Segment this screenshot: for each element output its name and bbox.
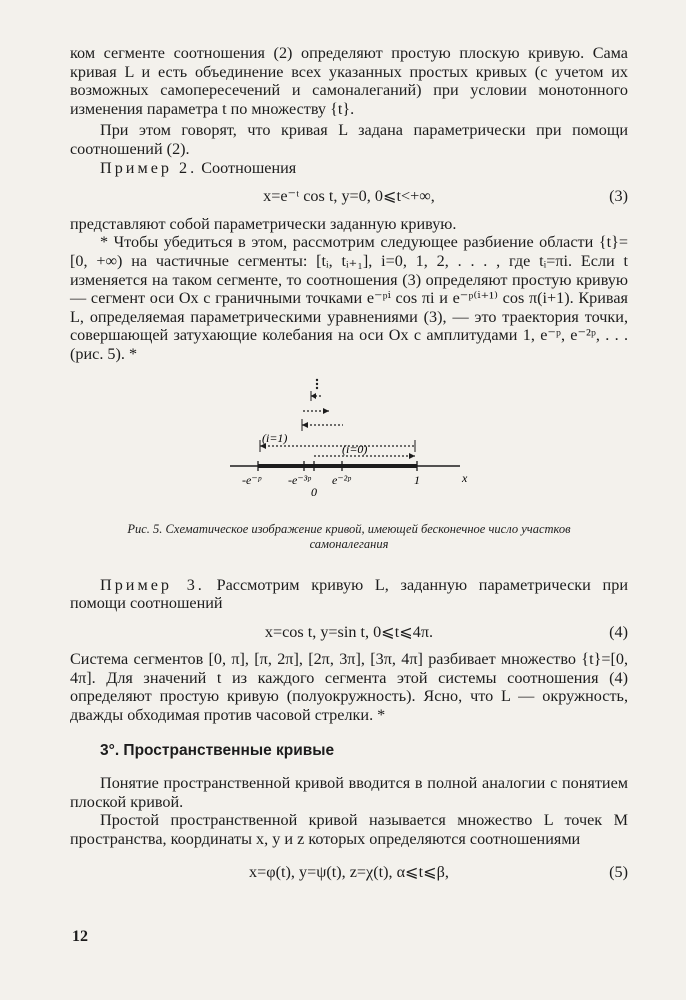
equation-3-number: (3) xyxy=(609,187,628,206)
equation-5-number: (5) xyxy=(609,862,628,881)
paragraph-2: При этом говорят, что кривая L задана параметрически при помощи соотношений (2). xyxy=(70,121,628,158)
equation-3 xyxy=(70,187,628,206)
example-2-label: Пример 2. xyxy=(100,158,198,177)
example-3-intro xyxy=(70,576,628,613)
section-title: 3°. Пространственные кривые xyxy=(100,741,335,759)
paragraph-7: Простой пространственной кривой называется множество L точек M пространства, координаты x, y и z которых определяются соотношениями xyxy=(70,811,628,849)
example-3-label: Пример 3. xyxy=(100,575,205,594)
label-i0: (i=0) xyxy=(342,441,368,456)
equation-5 xyxy=(70,863,628,882)
paragraph-4: * Чтобы убедиться в этом, рассмотрим следующее разбиение области {t}=[0, +∞) на частичные сегменты: [tᵢ, tᵢ₊₁], i=0, 1, 2, . . . , где tᵢ=πi. Если t изменяется на таком сегменте, то соотношения (3) определяют простую кривую — сегмент оси Ox с граничными точками e⁻ᵖⁱ cos πi и e⁻ᵖ⁽ⁱ⁺¹⁾ cos π(i+1). Кривая L, определяемая параметрическими уравнениями (3), — это траектория точки, совершающей затухающие колебания на оси Ox с амплитудами 1, e⁻ᵖ, e⁻²ᵖ, . . . (рис. 5). * xyxy=(70,233,628,363)
example-3-text: Рассмотрим кривую L, заданную параметрически при помощи соотношений xyxy=(70,575,628,613)
equation-4-body: x=cos t, y=sin t, 0⩽t⩽4π. xyxy=(264,622,434,641)
example-2-intro xyxy=(70,159,628,178)
figure-5-diagram xyxy=(70,378,628,520)
label-e-2pi: e⁻²ᵖ xyxy=(332,472,351,487)
paragraph-1: ком сегменте соотношения (2) определяют простую плоскую кривую. Сама кривая L и есть объединение всех указанных простых кривых (с учетом их возможных самопересечений и самоналеганий) при условии монотонного изменения параметра t по множеству {t}. xyxy=(70,44,628,118)
label-x-axis: x xyxy=(462,470,468,485)
label-neg-e-pi: -e⁻ᵖ xyxy=(242,472,262,487)
label-i1: (i=1) xyxy=(262,430,288,445)
label-one: 1 xyxy=(414,472,420,487)
figure-5 xyxy=(70,378,628,520)
equation-4-number: (4) xyxy=(609,622,628,641)
paragraph-5: Система сегментов [0, π], [π, 2π], [2π, 3π], [3π, 4π] разбивает множество {t}=[0, 4π]. Для значений t из каждого сегмента этой системы соотношения (4) определяют простую кривую (полуокружность). Ясно, что L — окружность, дважды обходимая против часовой стрелки. * xyxy=(70,650,628,725)
label-zero: 0 xyxy=(311,484,317,499)
paragraph-3: представляют собой параметрически заданную кривую. xyxy=(70,214,457,233)
label-neg-e-3pi: -e⁻³ᵖ xyxy=(288,472,311,487)
equation-3-body: x=e⁻ᵗ cos t, y=0, 0⩽t<+∞, xyxy=(263,187,435,206)
equation-5-body: x=φ(t), y=ψ(t), z=χ(t), α⩽t⩽β, xyxy=(249,862,449,881)
example-2-text: Соотношения xyxy=(201,158,297,177)
figure-5-caption: Рис. 5. Схематическое изображение кривой, имеющей бесконечное число участков самоналегания xyxy=(127,521,571,551)
page-body xyxy=(70,44,628,890)
equation-4 xyxy=(70,623,628,642)
paragraph-6: Понятие пространственной кривой вводится в полной аналогии с понятием плоской кривой. xyxy=(70,774,628,811)
page-number: 12 xyxy=(72,928,88,945)
